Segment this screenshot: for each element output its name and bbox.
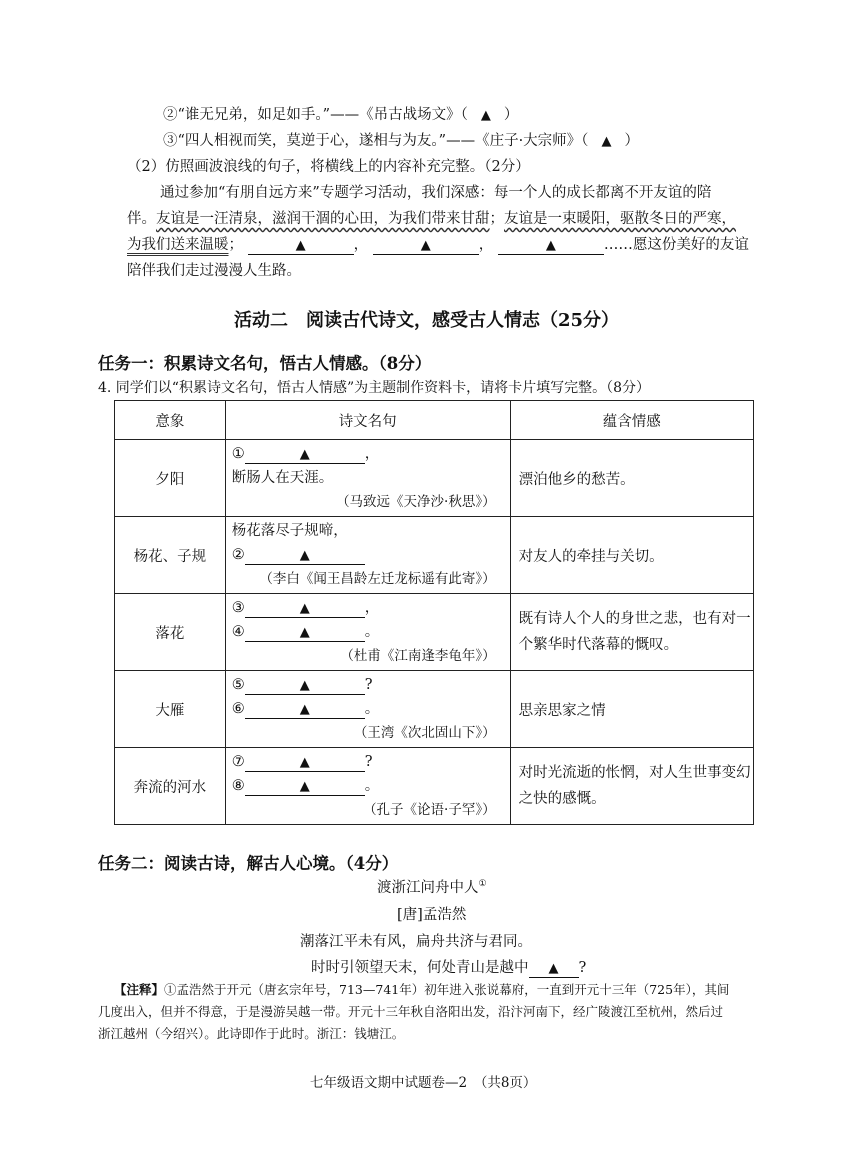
q2-line4: 陪伴我们走过漫漫人生路。 xyxy=(127,263,301,279)
q2-line3: 为我们送来温暖； ▲ ， ▲ ， ▲ ……愿这份美好的友谊 xyxy=(127,237,749,253)
verse-blank-5[interactable]: ▲ xyxy=(245,677,365,695)
table-header-row xyxy=(115,401,754,440)
table-row: 杨花、子规 杨花落尽子规啼， ② ▲ （李白《闻王昌龄左迁龙标遥有此寄》） 对友人的牵挂与关切。 xyxy=(115,517,754,594)
emotion-cell: 思亲思家之情 xyxy=(510,671,753,748)
poem-title: 渡浙江问舟中人① xyxy=(377,879,487,896)
verse-blank-1[interactable]: ▲ xyxy=(245,446,365,464)
emotion-cell: 对友人的牵挂与关切。 xyxy=(510,517,753,594)
task1-intro: 4. 同学们以“积累诗文名句，悟古人情感”为主题制作资料卡，请将卡片填写完整。（8分） xyxy=(98,380,651,396)
poem-line-2: 时时引领望天末，何处青山是越中 ▲ ? xyxy=(311,960,587,976)
verse-source: （孔子《论语·子罕》） xyxy=(363,802,496,818)
emotion-cell: 漂泊他乡的愁苦。 xyxy=(510,440,753,517)
imagery-cell: 杨花、子规 xyxy=(115,517,226,594)
item-2: ②“谁无兄弟，如足如手。”——《吊古战场文》（ ▲ ） xyxy=(163,107,519,123)
imagery-cell: 大雁 xyxy=(115,671,226,748)
verse-blank-6[interactable]: ▲ xyxy=(245,701,365,719)
poem-line-1: 潮落江平未有风，扁舟共济与君同。 xyxy=(300,934,532,950)
verse-source: （杜甫《江南逢李龟年》） xyxy=(340,648,496,664)
table-row: 落花 ③ ▲ ， ④ ▲ 。 （杜甫《江南逢李龟年》） 既有诗人个人的身世之悲，也有对一个繁华时代落幕的慨叹。 xyxy=(115,594,754,671)
verse-source: （王湾《次北固山下》） xyxy=(353,725,496,741)
footnote-mark: ① xyxy=(478,879,487,890)
verse-blank-3[interactable]: ▲ xyxy=(245,600,365,618)
verse-blank-7[interactable]: ▲ xyxy=(245,754,365,772)
table-row: 奔流的河水 ⑦ ▲ ? ⑧ ▲ 。 （孔子《论语·子罕》） 对时光流逝的怅惘，对人生世事变幻之快的感慨。 xyxy=(115,748,754,825)
activity-title: 活动二 阅读古代诗文，感受古人情志（25分） xyxy=(234,310,620,331)
note-line-2: 几度出入，但并不得意，于是漫游吴越一带。开元十三年秋自洛阳出发，沿汴河南下，经广陵渡江至杭州，然后过 xyxy=(98,1004,724,1019)
verse-line: 断肠人在天涯。 xyxy=(231,470,334,486)
resource-card-table xyxy=(114,400,754,825)
verse-blank-4[interactable]: ▲ xyxy=(245,624,365,642)
table-row: 夕阳 ① ▲ ， 断肠人在天涯。 （马致远《天净沙·秋思》） 漂泊他乡的愁苦。 xyxy=(115,440,754,517)
task2-title: 任务二：阅读古诗，解古人心境。（4分） xyxy=(98,854,399,873)
q2-line2: 伴。友谊是一汪清泉，滋润干涸的心田，为我们带来甘甜；友谊是一束暖阳，驱散冬日的严寒， xyxy=(127,211,736,227)
wavy-sentence-2: 友谊是一束暖阳，驱散冬日的严寒， xyxy=(504,211,736,227)
header-imagery: 意象 xyxy=(115,401,226,440)
emotion-cell: 对时光流逝的怅惘，对人生世事变幻之快的感慨。 xyxy=(510,748,753,825)
verse-blank-2[interactable]: ▲ xyxy=(245,547,365,565)
blank-mark[interactable]: ▲ xyxy=(601,134,612,149)
answer-blank-3[interactable]: ▲ xyxy=(498,237,604,255)
wavy-sentence-1: 友谊是一汪清泉，滋润干涸的心田，为我们带来甘甜 xyxy=(156,211,490,227)
imagery-cell: 奔流的河水 xyxy=(115,748,226,825)
verse-line: 杨花落尽子规啼， xyxy=(231,523,348,539)
emotion-cell: 既有诗人个人的身世之悲，也有对一个繁华时代落幕的慨叹。 xyxy=(510,594,753,671)
verse-source: （马致远《天净沙·秋思》） xyxy=(336,494,496,510)
header-verse: 诗文名句 xyxy=(225,401,510,440)
item-3: ③“四人相视而笑，莫逆于心，遂相与为友。”——《庄子·大宗师》（ ▲ ） xyxy=(163,133,639,149)
q2-title: （2）仿照画波浪线的句子，将横线上的内容补充完整。（2分） xyxy=(127,159,530,175)
poem-author: [唐]孟浩然 xyxy=(397,907,467,923)
header-emotion: 蕴含情感 xyxy=(510,401,753,440)
poem-blank[interactable]: ▲ xyxy=(529,960,579,978)
verse-source: （李白《闻王昌龄左迁龙标遥有此寄》） xyxy=(259,571,496,587)
imagery-cell: 落花 xyxy=(115,594,226,671)
blank-mark[interactable]: ▲ xyxy=(480,108,491,123)
note-line-3: 浙江越州（今绍兴）。此诗即作于此时。浙江：钱塘江。 xyxy=(98,1026,405,1041)
verse-blank-8[interactable]: ▲ xyxy=(245,778,365,796)
q2-line1: 通过参加“有朋自远方来”专题学习活动，我们深感：每一个人的成长都离不开友谊的陪 xyxy=(160,185,712,201)
answer-blank-2[interactable]: ▲ xyxy=(373,237,479,255)
task1-title: 任务一：积累诗文名句，悟古人情感。（8分） xyxy=(98,354,432,373)
page-footer: 七年级语文期中试题卷—2 （共8页） xyxy=(310,1075,537,1091)
note-line-1: 【注释】①孟浩然于开元（唐玄宗年号，713—741年）初年进入张说幕府，一直到开元十三年（725年），其间 xyxy=(114,982,730,997)
table-row: 大雁 ⑤ ▲ ? ⑥ ▲ 。 （王湾《次北固山下》） 思亲思家之情 xyxy=(115,671,754,748)
imagery-cell: 夕阳 xyxy=(115,440,226,517)
answer-blank-1[interactable]: ▲ xyxy=(248,237,354,255)
